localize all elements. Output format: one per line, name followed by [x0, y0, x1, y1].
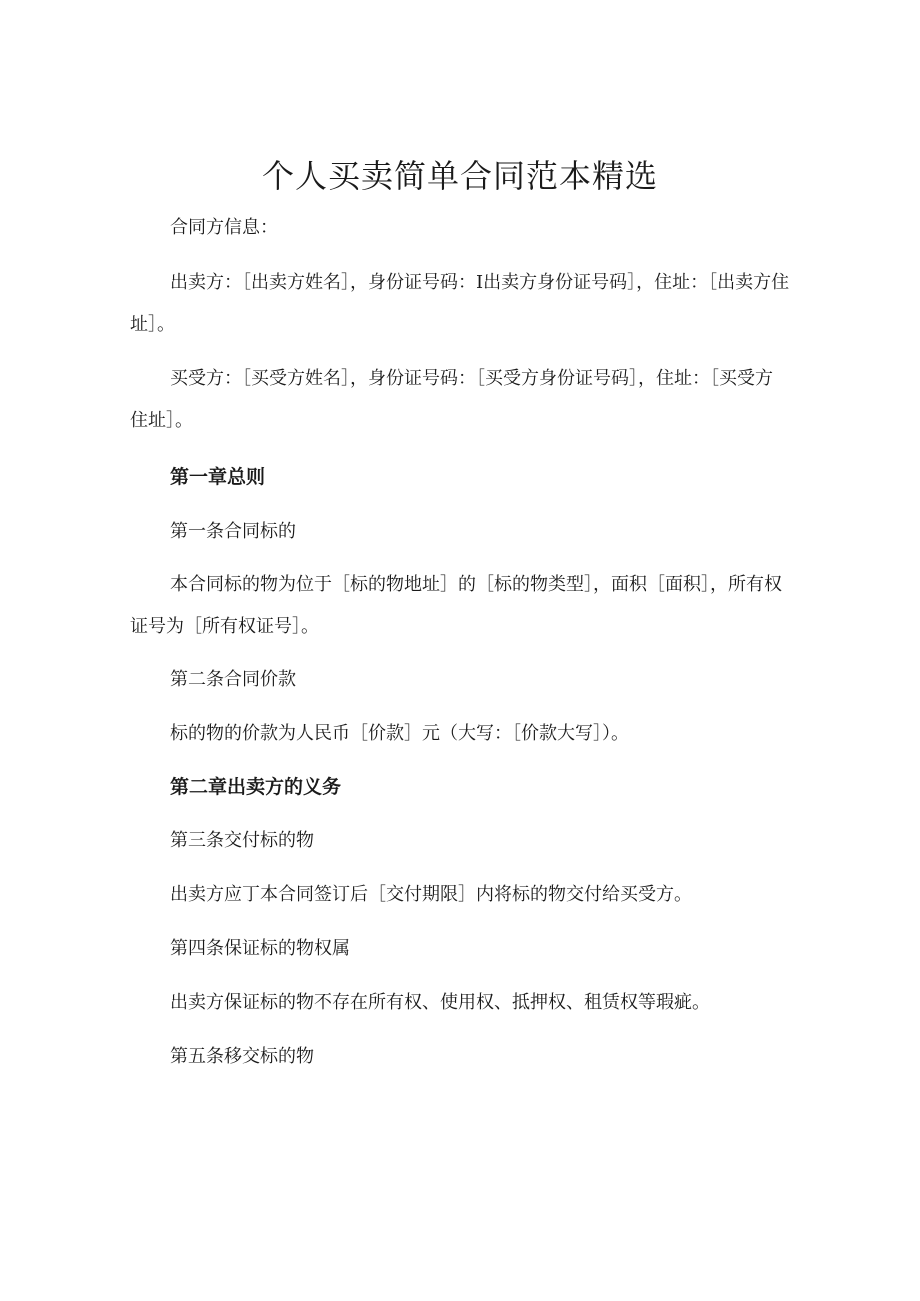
article-2-heading: 第二条合同价款	[170, 669, 296, 690]
article-3-heading: 第三条交付标的物	[170, 830, 314, 851]
seller-info: 出卖方：［出卖方姓名］，身份证号码：I出卖方身份证号码］，住址：［出卖方住址］。	[130, 272, 790, 335]
article-1-text: 本合同标的物为位于［标的物地址］的［标的物类型］，面积［面积］，所有权证号为［所有权证号］。	[130, 574, 782, 637]
article-4-heading: 第四条保证标的物权属	[170, 938, 350, 959]
article-4-text: 出卖方保证标的物不存在所有权、使用权、抵押权、租赁权等瑕疵。	[170, 992, 710, 1013]
article-1-heading: 第一条合同标的	[170, 521, 296, 542]
article-3-text: 出卖方应丁本合同签订后［交付期限］内将标的物交付给买受方。	[170, 884, 692, 905]
chapter-2-heading: 第二章出卖方的义务	[170, 776, 342, 798]
chapter-1-heading: 第一章总则	[170, 466, 266, 488]
document-title: 个人买卖简单合同范本精选	[261, 157, 658, 195]
party-info-label: 合同方信息：	[170, 217, 278, 238]
buyer-info: 买受方：［买受方姓名］，身份证号码：［买受方身份证号码］，住址：［买受方住址］。	[130, 368, 773, 431]
article-2-text: 标的物的价款为人民币［价款］元（大写：［价款大写］）。	[170, 723, 629, 744]
article-5-heading: 第五条移交标的物	[170, 1046, 314, 1067]
